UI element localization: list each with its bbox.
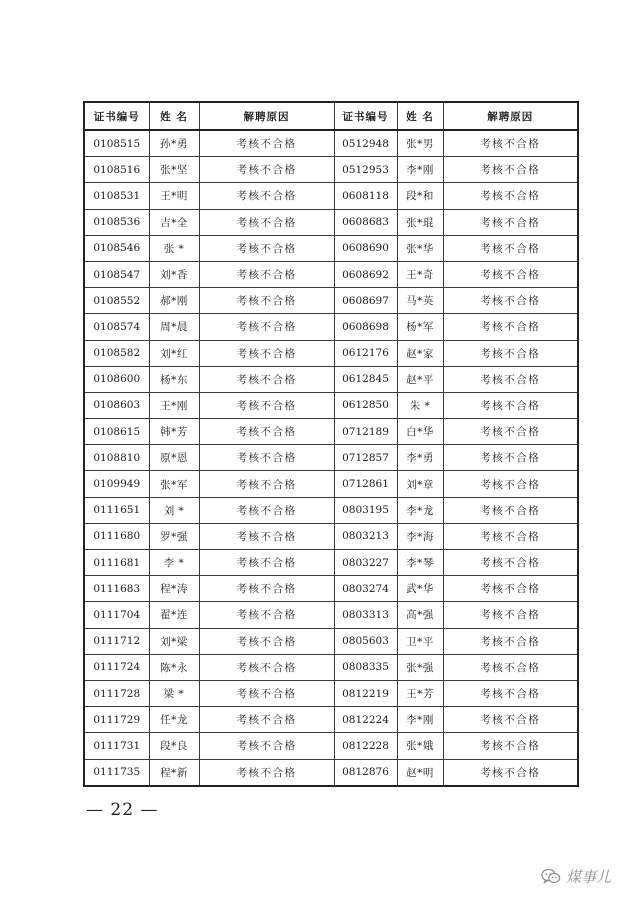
table-row xyxy=(84,680,578,706)
cell-cert-no-right: 0512948 xyxy=(334,130,397,157)
cell-reason-left: 考核不合格 xyxy=(199,209,334,235)
cell-name-right: 张*华 xyxy=(397,235,443,261)
table-header xyxy=(84,102,578,130)
header-name-left: 姓 名 xyxy=(149,102,199,130)
cell-reason-left: 考核不合格 xyxy=(199,183,334,209)
cell-name-right: 卫*平 xyxy=(397,628,443,654)
cell-cert-no-left: 0111683 xyxy=(84,576,149,602)
cell-name-left: 王*明 xyxy=(149,183,199,209)
header-cert-no-right: 证书编号 xyxy=(334,102,397,130)
table-row xyxy=(84,392,578,418)
cell-name-left: 梁 * xyxy=(149,680,199,706)
cell-name-right: 赵*明 xyxy=(397,759,443,786)
cell-name-left: 刘 * xyxy=(149,497,199,523)
cell-name-left: 刘*梁 xyxy=(149,628,199,654)
table-row xyxy=(84,550,578,576)
cell-name-right: 王*奇 xyxy=(397,261,443,287)
cell-name-right: 李*龙 xyxy=(397,497,443,523)
cell-name-left: 张*军 xyxy=(149,471,199,497)
cell-name-right: 李*刚 xyxy=(397,157,443,183)
header-reason-right: 解聘原因 xyxy=(443,102,578,130)
cell-reason-left: 考核不合格 xyxy=(199,261,334,287)
table-row xyxy=(84,261,578,287)
cell-cert-no-left: 0108536 xyxy=(84,209,149,235)
cell-reason-right: 考核不合格 xyxy=(443,130,578,157)
cell-reason-right: 考核不合格 xyxy=(443,261,578,287)
cell-reason-right: 考核不合格 xyxy=(443,654,578,680)
cell-cert-no-left: 0108615 xyxy=(84,419,149,445)
cell-cert-no-right: 0803213 xyxy=(334,523,397,549)
cell-reason-right: 考核不合格 xyxy=(443,340,578,366)
cell-cert-no-left: 0108546 xyxy=(84,235,149,261)
cell-cert-no-right: 0512953 xyxy=(334,157,397,183)
cell-cert-no-right: 0803195 xyxy=(334,497,397,523)
cell-name-right: 武*华 xyxy=(397,576,443,602)
cell-reason-right: 考核不合格 xyxy=(443,209,578,235)
table-row xyxy=(84,471,578,497)
cell-cert-no-left: 0108552 xyxy=(84,288,149,314)
cell-reason-left: 考核不合格 xyxy=(199,392,334,418)
cell-cert-no-right: 0612850 xyxy=(334,392,397,418)
cell-cert-no-left: 0111729 xyxy=(84,707,149,733)
cell-reason-left: 考核不合格 xyxy=(199,471,334,497)
cell-cert-no-left: 0109949 xyxy=(84,471,149,497)
cell-name-left: 陈*永 xyxy=(149,654,199,680)
cell-cert-no-left: 0108810 xyxy=(84,445,149,471)
cell-name-left: 周*晨 xyxy=(149,314,199,340)
cell-reason-right: 考核不合格 xyxy=(443,733,578,759)
cell-reason-left: 考核不合格 xyxy=(199,157,334,183)
cell-reason-right: 考核不合格 xyxy=(443,392,578,418)
cell-cert-no-right: 0812219 xyxy=(334,680,397,706)
cell-cert-no-left: 0111731 xyxy=(84,733,149,759)
cell-reason-right: 考核不合格 xyxy=(443,628,578,654)
watermark-text: 煤事儿 xyxy=(566,868,612,886)
cell-reason-left: 考核不合格 xyxy=(199,497,334,523)
cell-cert-no-left: 0111651 xyxy=(84,497,149,523)
cell-reason-right: 考核不合格 xyxy=(443,680,578,706)
cell-name-right: 李*勇 xyxy=(397,445,443,471)
cell-name-right: 杨*军 xyxy=(397,314,443,340)
cell-name-right: 朱 * xyxy=(397,392,443,418)
cell-cert-no-left: 0111728 xyxy=(84,680,149,706)
table-row xyxy=(84,183,578,209)
cell-reason-right: 考核不合格 xyxy=(443,419,578,445)
cell-reason-left: 考核不合格 xyxy=(199,288,334,314)
cell-name-left: 翟*连 xyxy=(149,602,199,628)
table-row xyxy=(84,314,578,340)
table-row xyxy=(84,235,578,261)
cell-cert-no-left: 0108603 xyxy=(84,392,149,418)
cell-reason-right: 考核不合格 xyxy=(443,366,578,392)
cell-cert-no-right: 0608690 xyxy=(334,235,397,261)
table-row xyxy=(84,602,578,628)
cell-name-right: 李*刚 xyxy=(397,707,443,733)
cell-cert-no-right: 0608698 xyxy=(334,314,397,340)
cell-cert-no-left: 0108516 xyxy=(84,157,149,183)
table-row xyxy=(84,445,578,471)
cell-reason-right: 考核不合格 xyxy=(443,707,578,733)
cell-reason-left: 考核不合格 xyxy=(199,602,334,628)
cell-name-left: 任*龙 xyxy=(149,707,199,733)
cell-cert-no-right: 0812876 xyxy=(334,759,397,786)
table-row xyxy=(84,288,578,314)
cell-reason-left: 考核不合格 xyxy=(199,235,334,261)
cell-cert-no-right: 0608118 xyxy=(334,183,397,209)
cell-cert-no-left: 0108574 xyxy=(84,314,149,340)
cell-cert-no-right: 0803227 xyxy=(334,550,397,576)
cell-cert-no-left: 0108515 xyxy=(84,130,149,157)
cell-reason-left: 考核不合格 xyxy=(199,680,334,706)
header-name-right: 姓 名 xyxy=(397,102,443,130)
cell-name-left: 张*坚 xyxy=(149,157,199,183)
table-row xyxy=(84,523,578,549)
cell-name-left: 张 * xyxy=(149,235,199,261)
cell-reason-right: 考核不合格 xyxy=(443,235,578,261)
cell-reason-right: 考核不合格 xyxy=(443,550,578,576)
cell-cert-no-left: 0108600 xyxy=(84,366,149,392)
cell-reason-right: 考核不合格 xyxy=(443,445,578,471)
table-row xyxy=(84,628,578,654)
cell-cert-no-left: 0108582 xyxy=(84,340,149,366)
cell-name-left: 杨*东 xyxy=(149,366,199,392)
cell-reason-left: 考核不合格 xyxy=(199,314,334,340)
cell-name-left: 吉*全 xyxy=(149,209,199,235)
cell-name-left: 段*良 xyxy=(149,733,199,759)
cell-name-right: 赵*家 xyxy=(397,340,443,366)
cell-reason-left: 考核不合格 xyxy=(199,366,334,392)
cell-name-left: 韩*芳 xyxy=(149,419,199,445)
cell-name-left: 李 * xyxy=(149,550,199,576)
cell-cert-no-right: 0712861 xyxy=(334,471,397,497)
cell-cert-no-right: 0812224 xyxy=(334,707,397,733)
cell-cert-no-right: 0608692 xyxy=(334,261,397,287)
table-body xyxy=(84,130,578,786)
cell-reason-right: 考核不合格 xyxy=(443,759,578,786)
cell-reason-right: 考核不合格 xyxy=(443,497,578,523)
cell-name-right: 高*强 xyxy=(397,602,443,628)
cell-name-left: 王*刚 xyxy=(149,392,199,418)
cell-reason-left: 考核不合格 xyxy=(199,340,334,366)
header-row xyxy=(84,102,578,130)
cell-name-right: 李*海 xyxy=(397,523,443,549)
cell-cert-no-right: 0712857 xyxy=(334,445,397,471)
wechat-icon xyxy=(541,868,561,885)
cell-reason-left: 考核不合格 xyxy=(199,628,334,654)
cell-reason-right: 考核不合格 xyxy=(443,183,578,209)
cell-reason-left: 考核不合格 xyxy=(199,445,334,471)
cell-name-right: 张*强 xyxy=(397,654,443,680)
cell-cert-no-right: 0808335 xyxy=(334,654,397,680)
cell-reason-left: 考核不合格 xyxy=(199,523,334,549)
cell-name-right: 李*琴 xyxy=(397,550,443,576)
cell-cert-no-right: 0803313 xyxy=(334,602,397,628)
cell-cert-no-left: 0108531 xyxy=(84,183,149,209)
table-row xyxy=(84,340,578,366)
cell-reason-left: 考核不合格 xyxy=(199,733,334,759)
cell-reason-left: 考核不合格 xyxy=(199,707,334,733)
cell-cert-no-right: 0608683 xyxy=(334,209,397,235)
table-row xyxy=(84,130,578,157)
cell-cert-no-right: 0612845 xyxy=(334,366,397,392)
table-row xyxy=(84,366,578,392)
cell-name-right: 赵*平 xyxy=(397,366,443,392)
cell-reason-left: 考核不合格 xyxy=(199,759,334,786)
table-row xyxy=(84,759,578,786)
cell-name-right: 张*男 xyxy=(397,130,443,157)
cell-reason-right: 考核不合格 xyxy=(443,314,578,340)
table-row xyxy=(84,576,578,602)
cell-name-left: 原*恩 xyxy=(149,445,199,471)
table-row xyxy=(84,733,578,759)
cell-name-left: 孙*勇 xyxy=(149,130,199,157)
dismissal-table xyxy=(83,101,579,787)
table-row xyxy=(84,209,578,235)
cell-cert-no-right: 0803274 xyxy=(334,576,397,602)
table-row xyxy=(84,707,578,733)
cell-cert-no-right: 0812228 xyxy=(334,733,397,759)
cell-name-right: 张*娥 xyxy=(397,733,443,759)
cell-cert-no-left: 0111712 xyxy=(84,628,149,654)
cell-name-right: 张*琨 xyxy=(397,209,443,235)
cell-reason-right: 考核不合格 xyxy=(443,288,578,314)
table-row xyxy=(84,654,578,680)
cell-reason-right: 考核不合格 xyxy=(443,157,578,183)
cell-cert-no-left: 0111724 xyxy=(84,654,149,680)
cell-name-right: 刘*章 xyxy=(397,471,443,497)
table-row xyxy=(84,157,578,183)
cell-name-left: 程*涛 xyxy=(149,576,199,602)
cell-name-left: 刘*香 xyxy=(149,261,199,287)
cell-reason-right: 考核不合格 xyxy=(443,602,578,628)
header-reason-left: 解聘原因 xyxy=(199,102,334,130)
cell-reason-right: 考核不合格 xyxy=(443,471,578,497)
cell-cert-no-left: 0111704 xyxy=(84,602,149,628)
cell-cert-no-left: 0111681 xyxy=(84,550,149,576)
cell-reason-left: 考核不合格 xyxy=(199,576,334,602)
cell-cert-no-right: 0712189 xyxy=(334,419,397,445)
cell-name-right: 段*和 xyxy=(397,183,443,209)
cell-reason-left: 考核不合格 xyxy=(199,550,334,576)
cell-cert-no-left: 0108547 xyxy=(84,261,149,287)
table-row xyxy=(84,497,578,523)
cell-name-left: 刘*红 xyxy=(149,340,199,366)
cell-name-right: 白*华 xyxy=(397,419,443,445)
watermark xyxy=(541,866,611,887)
cell-name-left: 程*新 xyxy=(149,759,199,786)
cell-name-left: 罗*强 xyxy=(149,523,199,549)
cell-reason-right: 考核不合格 xyxy=(443,576,578,602)
cell-reason-right: 考核不合格 xyxy=(443,523,578,549)
cell-name-left: 郝*刚 xyxy=(149,288,199,314)
cell-reason-left: 考核不合格 xyxy=(199,654,334,680)
page-number: — 22 — xyxy=(86,800,159,820)
cell-name-right: 马*英 xyxy=(397,288,443,314)
cell-cert-no-right: 0612176 xyxy=(334,340,397,366)
cell-cert-no-left: 0111680 xyxy=(84,523,149,549)
cell-reason-left: 考核不合格 xyxy=(199,419,334,445)
cell-cert-no-right: 0608697 xyxy=(334,288,397,314)
header-cert-no-left: 证书编号 xyxy=(84,102,149,130)
cell-cert-no-right: 0805603 xyxy=(334,628,397,654)
cell-name-right: 王*芳 xyxy=(397,680,443,706)
table-row xyxy=(84,419,578,445)
cell-cert-no-left: 0111735 xyxy=(84,759,149,786)
cell-reason-left: 考核不合格 xyxy=(199,130,334,157)
